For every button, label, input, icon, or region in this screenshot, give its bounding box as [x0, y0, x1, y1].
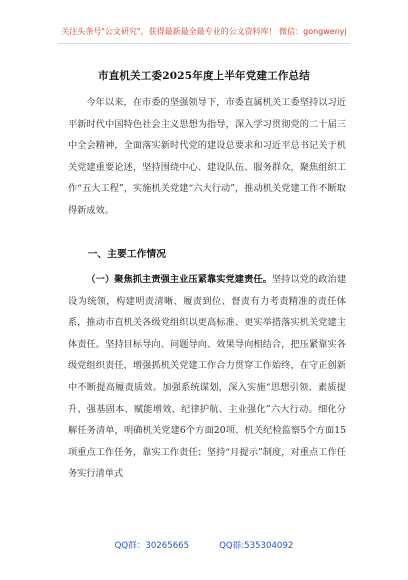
- footer-qq-group-2: QQ群:535304092: [219, 541, 294, 551]
- document-title: 市直机关工委2025年度上半年党建工作总结: [98, 70, 310, 82]
- section-heading: 一、主要工作情况: [87, 249, 166, 260]
- subsection-heading: （一）聚焦抓主责强主业压紧靠实党建责任。: [86, 274, 272, 285]
- subsection-paragraph: [68, 269, 346, 485]
- subsection-body: 坚持以党的政治建设为统领，构建明责清晰、履责到位、督责有力考责精准的责任体系，推动市直机关各级党组织以更高标准、更实举措落实机关党建主体责任。坚持目标导向、问题导向、效果导向相结合，把压紧靠实各级党组织责任，增强抓机关党建工作合力贯穿工作始终，在守正创新中不断提高履责质效。加强系统谋划，深入实施“思想引领、素质提升、强基固本、赋能增效、纪律护航、主业强化”六大行动。细化分解任务清单，明确机关党建6个方面20项、机关纪检监察5个方面15项重点工作任务，靠实工作责任；坚持“月提示”制度，对重点工作任务实行清单式: [68, 274, 347, 480]
- header-banner: 关注头条号"公文研究"，获得最新最全最专业的公文资料库！ 微信：gongwenyj: [61, 27, 347, 36]
- footer-qq-group-1: QQ群：30265665: [114, 541, 190, 551]
- header-divider: [58, 43, 350, 44]
- intro-paragraph: 今年以来，在市委的坚强领导下，市委直属机关工委坚持以习近平新时代中国特色社会主义思想为指导，深入学习贯彻党的二十届三中全会精神，全面落实新时代党的建设总要求和习近平总书记关于机关党建重要论述，坚持围绕中心、建设队伍、服务群众，聚焦组织工作“五大工程”，实施机关党建“六大行动”，推动机关党建工作不断取得新成效。: [68, 97, 346, 216]
- footer-contact: [0, 540, 408, 552]
